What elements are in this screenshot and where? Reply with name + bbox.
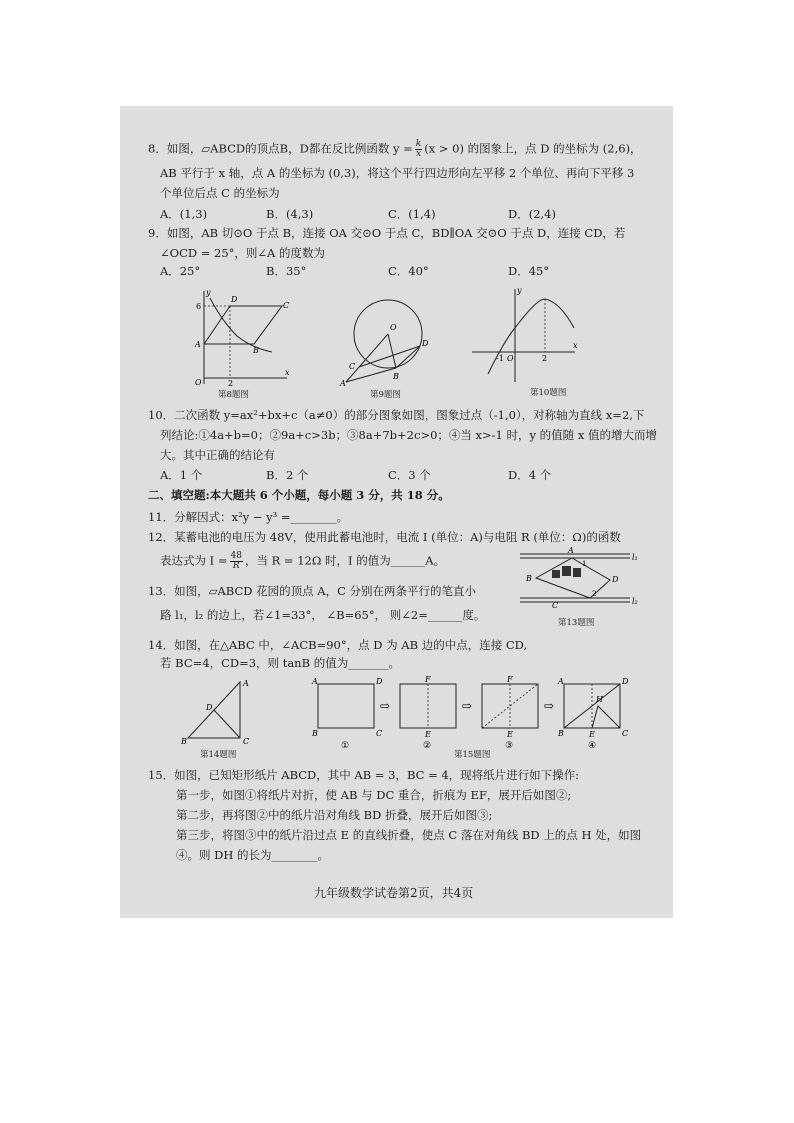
fig8-parallelogram [204,306,282,344]
fig9-line-ob [388,334,396,368]
fig10-label-2: 2 [542,354,548,363]
fig8-label-a: A [195,340,201,349]
fig9-label-b: B [393,372,399,381]
fig13-parallelogram [536,558,610,598]
q8-line2: AB 平行于 x 轴，点 A 的坐标为 (0,3)，将这个平行四边形向左平移 2 个单位、再向下平移 3 [160,166,635,180]
q9-line2: ∠OCD = 25°，则∠A 的度数为 [160,246,326,260]
fig15-1-label-d: D [376,677,383,686]
figure-13 [518,546,644,612]
fig9-label-a: A [340,379,346,388]
fig15-2-label-f: F [425,675,431,684]
section2-title: 二、填空题:本大题共 6 个小题，每小题 3 分，共 18 分。 [148,488,450,502]
fig15-caption: 第15题图 [454,750,491,760]
fig8-label-y: y [206,288,211,297]
q8-frac-num: k [415,139,422,149]
fig15-1-label-a: A [312,677,318,686]
fig15-rect-1 [318,684,374,728]
fig13-shrub-2 [562,566,571,576]
q8-option-a: A．(1,3) [160,207,208,221]
fig15-num-3: ③ [505,741,514,751]
fig15-4-label-d: D [622,677,629,686]
fig14-label-d: D [206,703,213,712]
q9-option-d: D．45° [508,264,550,278]
q12-frac-num: 48 [230,551,242,561]
exam-page [120,106,673,918]
fig15-arrow-2: ⇨ [462,699,473,713]
fig15-4-label-a: A [558,677,564,686]
q15-line4: 第三步，将图③中的纸片沿过点 E 的直线折叠，使点 C 落在对角线 BD 上的点 H 处，如图 [176,828,642,842]
q10-line1: 10．二次函数 y=ax²+bx+c（a≠0）的部分图象如图，图象过点（-1,0），对称轴为直线 x=2,下 [148,408,645,422]
fig13-shrub-1 [552,570,560,578]
q8-line1 [148,140,642,159]
q14-line1: 14．如图，在△ABC 中，∠ACB=90°，点 D 为 AB 边的中点，连接 CD, [148,638,528,652]
fig13-label-l2: l₂ [632,597,638,606]
q15-line2: 第一步，如图①将纸片对折，使 AB 与 DC 重合，折痕为 EF，展开后如图②; [176,788,572,802]
q10-line3: 大。其中正确的结论有 [160,448,275,462]
fig13-label-2: 2 [592,590,597,598]
fig8-label-2: 2 [228,379,234,386]
q11-text: 11．分解因式：x²y − y³ =________。 [148,510,349,524]
q9-option-c: C．40° [388,264,429,278]
fig15-num-4: ④ [588,741,597,751]
fig8-caption: 第8题图 [218,390,249,400]
fig8-label-d: D [231,295,238,304]
fig13-caption: 第13题图 [558,618,595,628]
q14-line2: 若 BC=4，CD=3，则 tanB 的值为_______。 [160,656,400,670]
q12-line2 [160,552,445,571]
page-footer: 九年级数学试卷第2页，共4页 [314,886,474,900]
fig10-caption: 第10题图 [530,388,567,398]
figure-10 [470,284,580,384]
q8-text1: 8．如图，▱ABCD的顶点B，D都在反比例函数 y = [148,141,413,156]
fig15-3-label-f: F [507,675,513,684]
q8-line3: 个单位后点 C 的坐标为 [160,186,280,200]
fig14-label-c: C [243,737,250,746]
q12-fraction [230,552,243,571]
q8-text1b: (x > 0) 的图象上，点 D 的坐标为 (2,6)， [424,141,642,156]
q10-option-c: C．3 个 [388,468,431,482]
fig10-label-y: y [517,286,522,295]
q9-option-b: B．35° [266,264,307,278]
fig13-label-d: D [612,575,619,584]
fig9-label-o: O [390,323,397,332]
fig15-num-1: ① [341,741,350,751]
fig8-label-b: B [253,346,259,355]
q15-line1: 15．如图，已知矩形纸片 ABCD，其中 AB = 3，BC = 4，现将纸片进行如下操作: [148,768,580,782]
q9-line1: 9．如图，AB 切⊙O 于点 B，连接 OA 交⊙O 于点 C，BD∥OA 交⊙O 于点 D，连接 CD，若 [148,226,626,240]
fig15-arrow-3: ⇨ [544,699,555,713]
q12-text2b: ，当 R = 12Ω 时，I 的值为______A。 [244,553,446,568]
fig15-num-2: ② [423,741,432,751]
q10-option-d: D．4 个 [508,468,552,482]
fig13-label-a: A [568,546,574,555]
q8-option-d: D．(2,4) [508,207,556,221]
fig13-label-l1: l₁ [632,553,638,562]
fig14-label-a: A [243,679,249,688]
q12-text2a: 表达式为 I = [160,553,228,568]
fig13-shrub-3 [573,568,581,577]
q8-frac-den: x [415,149,422,159]
fig14-median-cd [214,710,240,738]
fig8-label-x: x [285,368,290,377]
fig8-label-6: 6 [196,302,202,311]
fig13-label-c: C [552,601,559,610]
q10-line2: 列结论:①4a+b=0；②9a+c>3b；③8a+7b+2c>0；④当 x>-1 时，y 的值随 x 值的增大而增 [160,428,657,442]
q13-line1: 13．如图，▱ABCD 花园的顶点 A，C 分别在两条平行的笔直小 [148,584,477,598]
q15-line5: ④。则 DH 的长为________。 [176,848,330,862]
fig15-4-label-c: C [622,729,629,738]
fig9-label-c: C [349,362,356,371]
fig14-label-b: B [181,737,187,746]
q12-frac-den: R [232,561,240,571]
figure-8 [192,286,292,386]
q8-option-c: C．(1,4) [388,207,436,221]
fig10-label-o: O [507,354,514,363]
figure-14 [180,676,254,746]
q12-line1: 12．某蓄电池的电压为 48V，使用此蓄电池时，电流 I (单位：A)与电阻 R (单位：Ω)的函数 [148,530,621,544]
fig9-caption: 第9题图 [370,390,401,400]
q10-option-a: A．1 个 [160,468,203,482]
figure-9 [338,296,438,388]
fig15-1-label-c: C [376,729,383,738]
q10-option-b: B．2 个 [266,468,309,482]
fig13-label-b: B [526,574,532,583]
fig15-2-label-e: E [425,730,431,739]
fig10-label-x: x [573,341,578,350]
fig15-4-label-e: E [589,730,595,739]
fig15-4-label-b: B [558,729,564,738]
fig14-caption: 第14题图 [200,750,237,760]
q9-option-a: A．25° [160,264,201,278]
fig9-line-bd [396,346,420,368]
fig8-label-o: O [195,378,202,386]
q8-option-b: B．(4,3) [266,207,314,221]
fig9-line-oa [346,334,388,382]
fig15-1-label-b: B [312,729,318,738]
q15-line3: 第二步，再将图②中的纸片沿对角线 BD 折叠，展开后如图③; [176,808,493,822]
q13-line2: 路 l₁，l₂ 的边上，若∠1=33°， ∠B=65°， 则∠2=______度。 [160,608,486,622]
fig8-label-c: C [283,301,290,310]
fig15-4-label-h: H [596,695,603,704]
q8-fraction [415,140,422,159]
fig15-3-label-e: E [507,730,513,739]
fig15-fold-4 [592,706,620,728]
fig13-label-1: 1 [582,560,587,568]
fig15-arrow-1: ⇨ [380,699,391,713]
fig9-label-d: D [422,339,429,348]
figure-15 [306,674,636,754]
fig10-label-minus1: -1 [496,354,504,363]
